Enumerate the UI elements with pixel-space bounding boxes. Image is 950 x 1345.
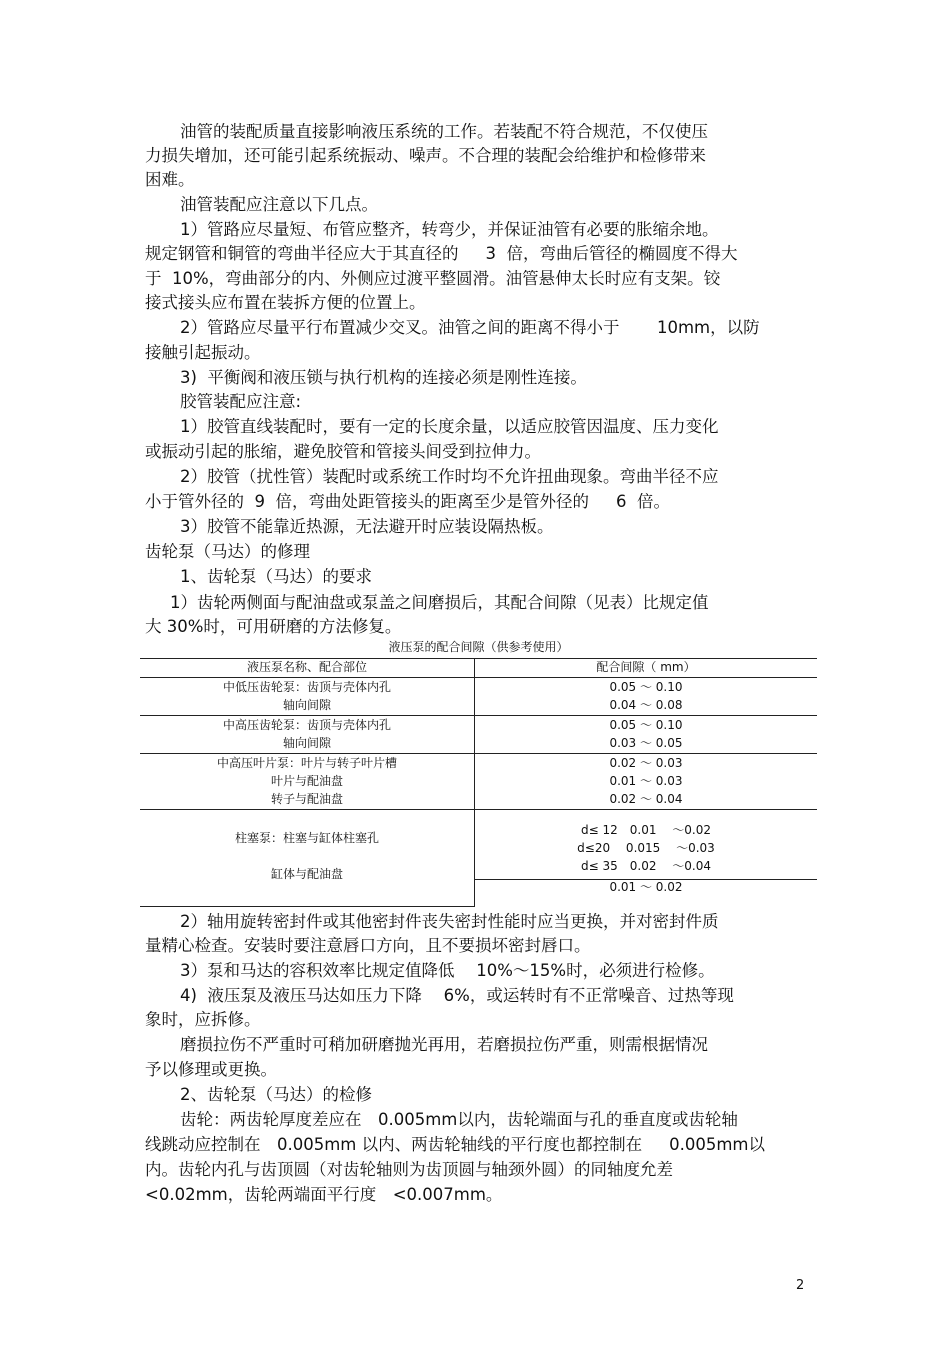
paragraph-line: 1）齿轮两侧面与配油盘或泵盖之间磨损后，其配合间隙（见表）比规定值 [170, 593, 709, 612]
paragraph-line: 2）管路应尽量平行布置减少交叉。油管之间的距离不得小于 10mm，以防 [180, 318, 760, 337]
table-cell: 转子与配油盘 [270, 792, 343, 806]
table-cell: 柱塞泵：柱塞与缸体柱塞孔 [234, 831, 379, 845]
section-heading: 齿轮泵（马达）的修理 [145, 542, 310, 561]
paragraph-line: 油管的装配质量直接影响液压系统的工作。若装配不符合规范，不仅使压 [180, 122, 708, 141]
paragraph-line: 力损失增加，还可能引起系统振动、噪声。不合理的装配会给维护和检修带来 [145, 146, 706, 165]
paragraph-line: 1）胶管直线装配时，要有一定的长度余量，以适应胶管因温度、压力变化 [180, 417, 719, 436]
table-cell: 0.05 ～ 0.10 [609, 718, 683, 732]
paragraph-line: 1）管路应尽量短、布管应整齐，转弯少，并保证油管有必要的胀缩余地。 [180, 220, 719, 239]
paragraph-line: 4) 液压泵及液压马达如压力下降 6%，或运转时有不正常噪音、过热等现 [180, 986, 734, 1005]
paragraph-line: 2）轴用旋转密封件或其他密封件丧失密封性能时应当更换，并对密封件质 [180, 912, 719, 931]
paragraph-line: 量精心检查。安装时要注意唇口方向，且不要损坏密封唇口。 [145, 936, 591, 955]
paragraph-line: 线跳动应控制在 0.005mm 以内、两齿轮轴线的平行度也都控制在 0.005mm以 [145, 1135, 765, 1154]
paragraph-line: 象时，应拆修。 [145, 1010, 261, 1029]
paragraph-line: 油管装配应注意以下几点。 [180, 195, 378, 214]
paragraph-line: 3) 平衡阀和液压锁与执行机构的连接必须是刚性连接。 [180, 368, 587, 387]
table-cell: 轴向间隙 [282, 736, 331, 750]
paragraph-line: 3）胶管不能靠近热源，无法避开时应装设隔热板。 [180, 517, 554, 536]
table-cell: 轴向间隙 [282, 698, 331, 712]
paragraph-line: 于 10%，弯曲部分的内、外侧应过渡平整圆滑。油管悬伸太长时应有支架。铰 [145, 269, 721, 288]
paragraph-line: 予以修理或更换。 [145, 1060, 277, 1079]
page-number: 2 [796, 1278, 805, 1293]
paragraph-line: <0.02mm，齿轮两端面平行度 <0.007mm。 [145, 1185, 503, 1204]
paragraph-line: 3）泵和马达的容积效率比规定值降低 10%～15%时，必须进行检修。 [180, 961, 715, 980]
table-cell: 缸体与配油盘 [270, 867, 343, 881]
paragraph-line: 小于管外径的 9 倍，弯曲处距管接头的距离至少是管外径的 6 倍。 [145, 492, 670, 511]
table-cell: 中低压齿轮泵：齿顶与壳体内孔 [222, 680, 391, 694]
table-cell: 0.02 ～ 0.03 [609, 756, 683, 770]
paragraph-line: 齿轮：两齿轮厚度差应在 0.005mm以内，齿轮端面与孔的垂直度或齿轮轴 [180, 1110, 738, 1129]
table-cell: 0.04 ～ 0.08 [609, 698, 683, 712]
paragraph-line: 规定钢管和铜管的弯曲半径应大于其直径的 3 倍，弯曲后管径的椭圆度不得大 [145, 244, 738, 263]
paragraph-line: 磨损拉伤不严重时可稍加研磨抛光再用，若磨损拉伤严重，则需根据情况 [180, 1035, 708, 1054]
paragraph-line: 2）胶管（扰性管）装配时或系统工作时均不允许扭曲现象。弯曲半径不应 [180, 467, 719, 486]
paragraph-line: 内。齿轮内孔与齿顶圆（对齿轮轴则为齿顶圆与轴颈外圆）的同轴度允差 [145, 1160, 673, 1179]
table-cell: d≤20 0.015 ～0.03 [577, 841, 715, 855]
table-cell: 0.05 ～ 0.10 [609, 680, 683, 694]
paragraph-line: 胶管装配应注意: [180, 392, 302, 411]
paragraph-line: 接触引起振动。 [145, 343, 261, 362]
clearance-table [140, 658, 817, 908]
table-cell: 0.02 ～ 0.04 [609, 792, 683, 806]
table-caption: 液压泵的配合间隙（供参考使用） [388, 640, 569, 654]
paragraph-line: 困难。 [145, 170, 195, 189]
subsection-heading: 2、齿轮泵（马达）的检修 [180, 1085, 372, 1104]
table-cell: 0.01 ～ 0.02 [609, 880, 683, 894]
table-header-right: 配合间隙（ mm） [596, 660, 696, 674]
paragraph-line: 大 30%时，可用研磨的方法修复。 [145, 617, 402, 636]
paragraph-line: 或振动引起的胀缩，避免胶管和管接头间受到拉伸力。 [145, 442, 541, 461]
table-cell: d≤ 12 0.01 ～0.02 [580, 823, 711, 837]
subsection-heading: 1、齿轮泵（马达）的要求 [180, 567, 372, 586]
table-cell: 0.03 ～ 0.05 [609, 736, 683, 750]
table-cell: d≤ 35 0.02 ～0.04 [580, 859, 711, 873]
table-cell: 叶片与配油盘 [270, 774, 343, 788]
table-cell: 中高压叶片泵：叶片与转子叶片槽 [216, 756, 397, 770]
table-header-left: 液压泵名称、配合部位 [246, 660, 367, 674]
table-cell: 中高压齿轮泵：齿顶与壳体内孔 [222, 718, 391, 732]
table-cell: 0.01 ～ 0.03 [609, 774, 683, 788]
paragraph-line: 接式接头应布置在装拆方便的位置上。 [145, 293, 426, 312]
